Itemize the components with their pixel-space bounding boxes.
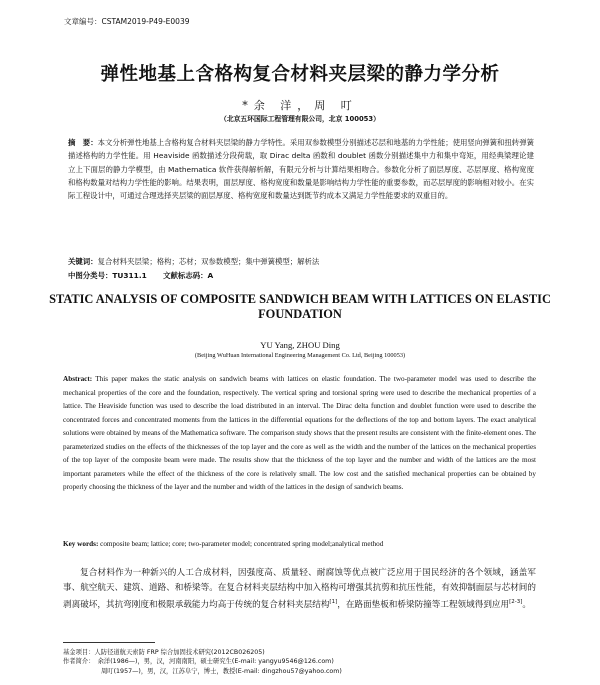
english-title: STATIC ANALYSIS OF COMPOSITE SANDWICH BEAM WITH LATTICES ON ELASTIC FOUNDATION — [49, 292, 551, 321]
document-code — [163, 271, 213, 280]
english-authors: YU Yang, ZHOU Ding — [260, 340, 340, 350]
english-keywords-label: Key words: — [63, 540, 99, 548]
chinese-keywords — [68, 256, 534, 267]
clc-value: TU311.1 — [112, 271, 147, 280]
footnotes — [63, 648, 536, 676]
chinese-title: 弹性地基上含格构复合材料夹层梁的静力学分析 — [100, 64, 500, 85]
author-bio-1: 作者简介： 余洋(1986—)，男，汉，河南南阳，硕士研究生(E-mail: yangyu9546@126.com) — [63, 658, 334, 666]
english-abstract-label: Abstract: — [63, 375, 93, 383]
author-bio-2: 周叮(1957—)，男，汉，江苏阜宁，博士，教授(E-mail: dingzhou57@yahoo.com) — [101, 667, 342, 675]
citation-2-3: [2-3] — [509, 599, 523, 605]
chinese-authors: *余 洋，周 叮 — [242, 99, 358, 112]
article-id: 文章编号：CSTAM2019-P49-E0039 — [64, 17, 190, 26]
chinese-keywords-text: 复合材料夹层梁；格构；芯材；双参数模型；集中弹簧模型；解析法 — [97, 257, 320, 266]
chinese-abstract-text: 本文分析弹性地基上含格构复合材料夹层梁的静力学特性。采用双参数模型分别描述芯层和地基的力学性能；使用竖向弹簧和扭转弹簧描述格构的力学性能。用 Heaviside 函数描述分段荷载，取 Dirac delta 函数和 doublet 函数分别描述集中力和集中弯矩，用经典梁理论建立上下面层的静力学模型，由 Mathematica 软件获得解析解，有限元分析与计算结果相吻合。参数化分析了面层厚度、芯层厚度、格构宽度和格构数量对结构力学性能的影响。结果表明，面层厚度、格构宽度和数量是影响结构力学性能的重要参数，而芯层厚度的影响相对较小。在实际工程设计中，可通过合理选择夹层梁的面层厚度、格构宽度和数量达到既节约成本又满足力学性能要求的双重目的。 — [68, 138, 534, 201]
chinese-keywords-label: 关键词： — [68, 257, 98, 266]
english-abstract — [63, 373, 536, 495]
document-code-value: A — [207, 271, 214, 280]
paragraph-tail: ，在路面垫板和桥梁防撞等工程领域得到应用 — [337, 599, 510, 610]
english-keywords — [63, 540, 536, 548]
paragraph-text: 复合材料作为一种新兴的人工合成材料，因强度高、质量轻、耐腐蚀等优点被广泛应用于国民经济的各个领域，涵盖军事、航空航天、建筑、道路、和桥梁等。在复合材料夹层结构中加入格构可增强其抗剪和抗压性能，有效抑制面层与芯材间的剥离破坏，其抗弯刚度和极限承载能力均高于传统的复合材料夹层结构 — [63, 568, 536, 610]
introduction-paragraph — [63, 566, 536, 612]
paragraph-end: 。 — [522, 599, 531, 610]
english-affiliation: (Beijing WuHuan International Engineering Management Co. Ltd, Beijing 100053) — [194, 352, 406, 359]
chinese-abstract-label: 摘 要： — [68, 138, 98, 147]
chinese-affiliation: （北京五环国际工程管理有限公司，北京 100053） — [220, 115, 380, 123]
clc-number — [68, 271, 147, 280]
footnote-divider — [63, 642, 155, 643]
clc-label: 中图分类号： — [68, 271, 113, 280]
chinese-abstract — [68, 136, 534, 202]
english-keywords-text: composite beam; lattice; core; two-parameter model; concentrated spring model;analytical method — [100, 540, 384, 548]
english-abstract-text: This paper makes the static analysis on sandwich beams with lattices on elastic foundation. The two-parameter model was used to describe the mechanical properties of the core and the foundation, respectively. The vertical spring and torsional spring were used to describe the mechanical properties of a lattice. The Heaviside function was used to describe the load distributed in an interval. The Dirac delta function and doublet function were used to describe the concentrated forces and concentrated moments from the lattices in the differential equations for the deflections of the top and bottom layers. The exact analytical solutions were obtained by means of the Mathematica software. The comparison study shows that the present results are consistent with the finite-element ones. The parameterized studies on the effects of the thicknesses of the top layer and the core as well as the width and the number of the lattices on the mechanical properties of the top layer of the composite beam were made. The results show that the thickness of the top layer and the number and width of the lattices are the most important parameters while the effect of the thickness of the core is relatively small. The low cost and the satisfied mechanical properties can be obtained by properly choosing the thickness of the layer and the number and width of the lattices in the design of sandwich beams. — [63, 375, 536, 491]
funding-note: 基金项目：人防径道航天索防 FRP 综合加固技术研究(2012CB026205) — [63, 649, 265, 656]
classification-line — [68, 270, 534, 281]
citation-1: [1] — [329, 599, 338, 605]
document-code-label: 文献标志码： — [163, 271, 208, 280]
